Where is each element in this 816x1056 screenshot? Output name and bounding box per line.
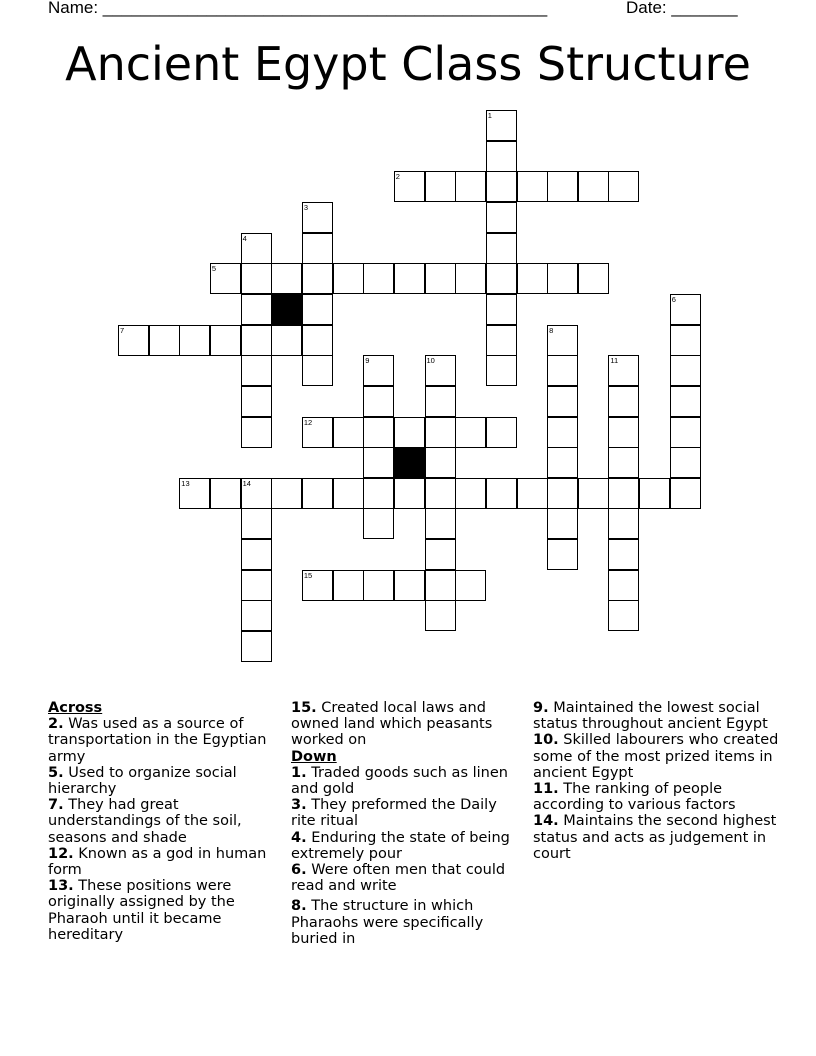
- clue-column-3: [533, 700, 783, 862]
- clue-number: 12: [303, 417, 313, 427]
- crossword-cell[interactable]: [578, 171, 609, 202]
- crossword-cell[interactable]: [333, 570, 364, 601]
- crossword-cell[interactable]: [547, 386, 578, 417]
- crossword-cell[interactable]: [670, 417, 701, 448]
- crossword-cell[interactable]: [149, 325, 180, 356]
- crossword-cell[interactable]: [241, 478, 272, 509]
- clue-down-8: 8. The structure in which Pharaohs were specifically buried in: [291, 898, 484, 947]
- crossword-cell[interactable]: [241, 325, 272, 356]
- crossword-cell[interactable]: [333, 478, 364, 509]
- crossword-cell[interactable]: [302, 570, 333, 601]
- clue-down-4: 4. Enduring the state of being extremely pour: [291, 829, 510, 862]
- crossword-cell[interactable]: [425, 508, 456, 539]
- clue-number: 14: [242, 478, 251, 488]
- crossword-cell[interactable]: [118, 325, 149, 356]
- crossword-cell[interactable]: [547, 417, 578, 448]
- crossword-cell[interactable]: [670, 447, 701, 478]
- crossword-cell[interactable]: [241, 355, 272, 386]
- crossword-cell[interactable]: [608, 171, 639, 202]
- crossword-cell[interactable]: [394, 171, 425, 202]
- clue-number: 11: [610, 356, 619, 366]
- crossword-cell[interactable]: [608, 600, 639, 631]
- crossword-cell[interactable]: [302, 263, 333, 294]
- crossword-cell[interactable]: [241, 386, 272, 417]
- clue-down-9: 9. Maintained the lowest social status throughout ancient Egypt: [533, 700, 768, 733]
- clue-number: 4: [242, 233, 247, 243]
- crossword-cell[interactable]: [486, 325, 517, 356]
- crossword-cell[interactable]: [394, 478, 425, 509]
- crossword-cell[interactable]: [670, 294, 701, 325]
- crossword-cell[interactable]: [210, 478, 241, 509]
- crossword-cell[interactable]: [486, 478, 517, 509]
- crossword-cell[interactable]: [425, 539, 456, 570]
- crossword-cell[interactable]: [394, 263, 425, 294]
- clue-number: 1: [487, 111, 492, 120]
- crossword-cell[interactable]: [547, 447, 578, 478]
- clue-across-15: 15. Created local laws and owned land which peasants worked on: [291, 700, 493, 749]
- crossword-cell[interactable]: [547, 325, 578, 356]
- crossword-cell[interactable]: [608, 570, 639, 601]
- name-field-label: Name: _______________________________________________: [48, 0, 548, 17]
- crossword-cell[interactable]: [608, 478, 639, 509]
- crossword-cell[interactable]: [363, 478, 394, 509]
- crossword-cell[interactable]: [486, 294, 517, 325]
- crossword-black-cell: [394, 447, 425, 478]
- crossword-cell[interactable]: [608, 417, 639, 448]
- clue-across-7: 7. They had great understandings of the soil, seasons and shade: [48, 797, 242, 846]
- crossword-cell[interactable]: [394, 417, 425, 448]
- crossword-cell[interactable]: [333, 417, 364, 448]
- clue-across-2: 2. Was used as a source of transportation in the Egyptian army: [48, 716, 267, 765]
- crossword-cell[interactable]: [547, 355, 578, 386]
- crossword-cell[interactable]: [302, 294, 333, 325]
- clue-down-11: 11. The ranking of people according to various factors: [533, 781, 736, 814]
- crossword-cell[interactable]: [241, 263, 272, 294]
- crossword-cell[interactable]: [210, 263, 241, 294]
- crossword-cell[interactable]: [486, 141, 517, 172]
- clue-down-6: 6. Were often men that could read and write: [291, 862, 506, 895]
- clue-number: 2: [395, 172, 400, 182]
- crossword-cell[interactable]: [608, 386, 639, 417]
- across-heading: Across: [48, 700, 103, 716]
- clue-across-13: 13. These positions were originally assigned by the Pharaoh until it became hereditary: [48, 878, 235, 943]
- crossword-cell[interactable]: [333, 263, 364, 294]
- clue-number: 9: [365, 356, 370, 366]
- clue-number: 13: [181, 478, 190, 488]
- clue-down-3: 3. They preformed the Daily rite ritual: [291, 797, 497, 830]
- clue-down-10: 10. Skilled labourers who created some of the most prized items in ancient Egypt: [533, 732, 779, 781]
- crossword-cell[interactable]: [517, 263, 548, 294]
- crossword-black-cell: [271, 294, 302, 325]
- crossword-cell[interactable]: [302, 417, 333, 448]
- crossword-cell[interactable]: [363, 417, 394, 448]
- crossword-cell[interactable]: [394, 570, 425, 601]
- crossword-cell[interactable]: [517, 171, 548, 202]
- crossword-cell[interactable]: [425, 447, 456, 478]
- crossword-cell[interactable]: [455, 478, 486, 509]
- crossword-cell[interactable]: [179, 478, 210, 509]
- crossword-cell[interactable]: [363, 570, 394, 601]
- crossword-cell[interactable]: [363, 263, 394, 294]
- crossword-cell[interactable]: [670, 355, 701, 386]
- crossword-cell[interactable]: [271, 325, 302, 356]
- clue-column-2: [291, 700, 521, 947]
- crossword-cell[interactable]: [425, 570, 456, 601]
- crossword-cell[interactable]: [608, 539, 639, 570]
- crossword-cell[interactable]: [486, 171, 517, 202]
- crossword-cell[interactable]: [486, 110, 517, 141]
- clue-number: 6: [671, 294, 676, 304]
- crossword-cell[interactable]: [547, 478, 578, 509]
- crossword-cell[interactable]: [455, 417, 486, 448]
- crossword-cell[interactable]: [302, 202, 333, 233]
- crossword-cell[interactable]: [486, 417, 517, 448]
- crossword-cell[interactable]: [425, 386, 456, 417]
- down-heading: Down: [291, 748, 337, 765]
- crossword-cell[interactable]: [425, 171, 456, 202]
- crossword-cell[interactable]: [608, 355, 639, 386]
- clue-number: 8: [549, 325, 554, 335]
- crossword-cell[interactable]: [455, 171, 486, 202]
- crossword-cell[interactable]: [210, 325, 241, 356]
- date-field-label: Date: _______: [626, 0, 738, 17]
- crossword-cell[interactable]: [578, 478, 609, 509]
- crossword-cell[interactable]: [241, 233, 272, 264]
- crossword-cell[interactable]: [486, 263, 517, 294]
- crossword-cell[interactable]: [547, 539, 578, 570]
- crossword-cell[interactable]: [670, 325, 701, 356]
- crossword-cell[interactable]: [547, 263, 578, 294]
- clue-number: 10: [426, 356, 435, 366]
- crossword-cell[interactable]: [363, 355, 394, 386]
- clue-down-1: 1. Traded goods such as linen and gold: [291, 764, 508, 798]
- crossword-cell[interactable]: [578, 263, 609, 294]
- crossword-cell[interactable]: [241, 600, 272, 631]
- clue-column-1: [48, 700, 278, 943]
- crossword-cell[interactable]: [302, 478, 333, 509]
- crossword-cell[interactable]: [179, 325, 210, 356]
- clue-number: 15: [303, 570, 313, 580]
- crossword-cell[interactable]: [547, 171, 578, 202]
- clue-number: 3: [303, 202, 309, 212]
- crossword-cell[interactable]: [486, 202, 517, 233]
- crossword-cell[interactable]: [241, 631, 272, 662]
- crossword-cell[interactable]: [241, 570, 272, 601]
- page-title: Ancient Egypt Class Structure: [65, 37, 751, 91]
- crossword-cell[interactable]: [241, 539, 272, 570]
- crossword-cell[interactable]: [241, 508, 272, 539]
- crossword-cell[interactable]: [363, 386, 394, 417]
- crossword-cell[interactable]: [241, 294, 272, 325]
- clue-across-12: 12. Known as a god in human form: [48, 845, 267, 879]
- crossword-cell[interactable]: [363, 447, 394, 478]
- crossword-cell[interactable]: [302, 325, 333, 356]
- crossword-cell[interactable]: [547, 508, 578, 539]
- crossword-cell[interactable]: [670, 478, 701, 509]
- crossword-cell[interactable]: [517, 478, 548, 509]
- crossword-cell[interactable]: [486, 355, 517, 386]
- crossword-cell[interactable]: [486, 233, 517, 264]
- crossword-cell[interactable]: [363, 508, 394, 539]
- crossword-cell[interactable]: [302, 355, 333, 386]
- crossword-cell[interactable]: [302, 233, 333, 264]
- crossword-cell[interactable]: [271, 263, 302, 294]
- crossword-cell[interactable]: [425, 600, 456, 631]
- crossword-cell[interactable]: [271, 478, 302, 509]
- crossword-cell[interactable]: [241, 417, 272, 448]
- crossword-cell[interactable]: [639, 478, 670, 509]
- crossword-cell[interactable]: [425, 417, 456, 448]
- crossword-cell[interactable]: [455, 570, 486, 601]
- crossword-cell[interactable]: [425, 355, 456, 386]
- crossword-cell[interactable]: [608, 447, 639, 478]
- clue-down-14: 14. Maintains the second highest status and acts as judgement in court: [533, 813, 777, 862]
- crossword-cell[interactable]: [425, 478, 456, 509]
- crossword-cell[interactable]: [425, 263, 456, 294]
- crossword-cell[interactable]: [455, 263, 486, 294]
- clue-number: 5: [211, 264, 217, 274]
- crossword-cell[interactable]: [608, 508, 639, 539]
- clue-number: 7: [120, 325, 125, 335]
- clue-across-5: 5. Used to organize social hierarchy: [48, 764, 237, 798]
- crossword-cell[interactable]: [670, 386, 701, 417]
